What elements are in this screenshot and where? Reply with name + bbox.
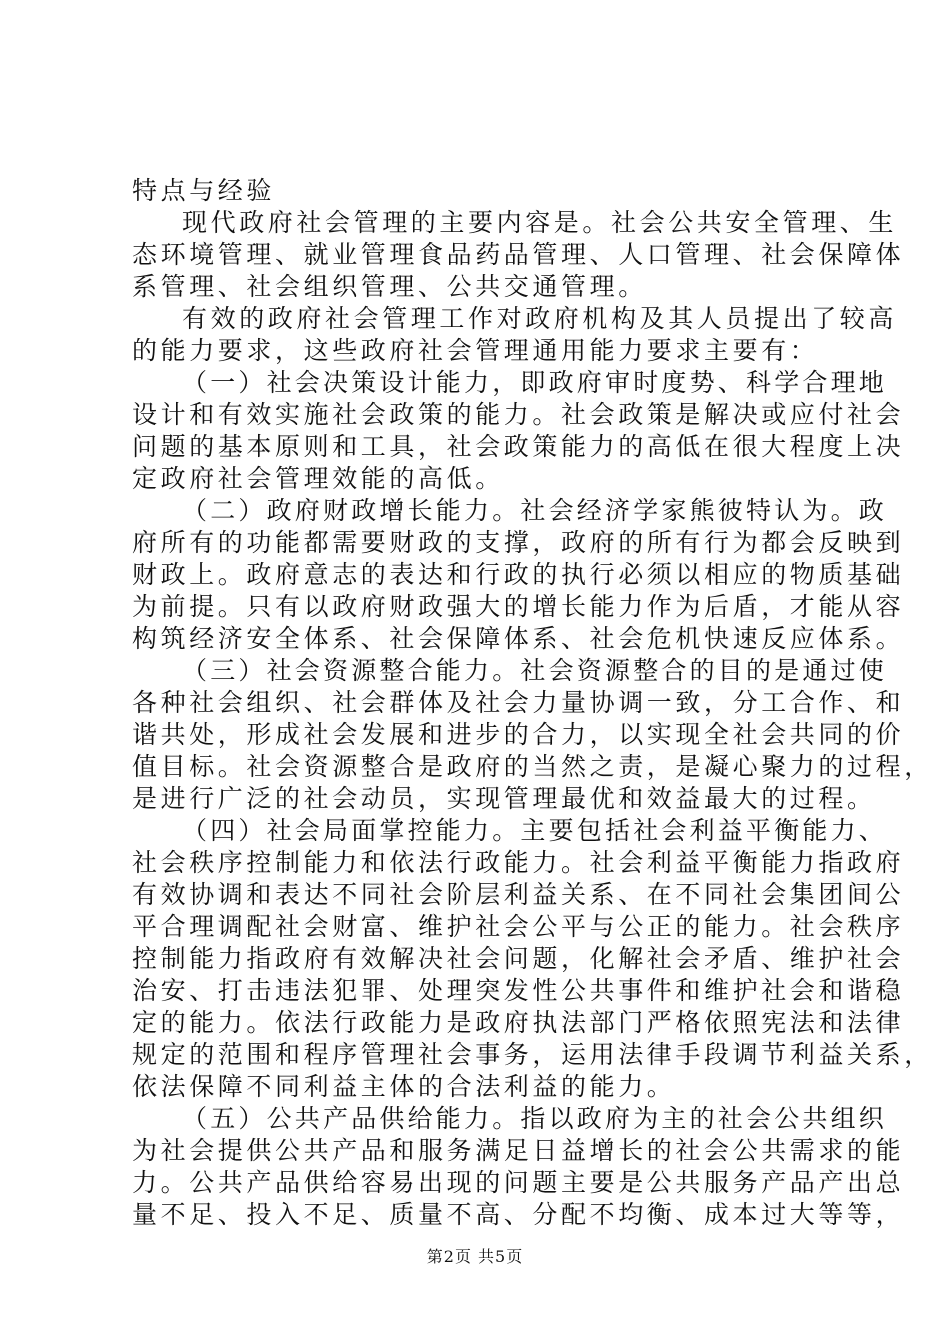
paragraph-line: （一）社会决策设计能力，即政府审时度势、科学合理地 [182,368,888,397]
page-number-footer: 第2页 共5页 [426,1247,524,1266]
paragraph-line: 设计和有效实施社会政策的能力。社会政策是解决或应付社会 [132,400,905,429]
paragraph-line: 规定的范围和程序管理社会事务，运用法律手段调节利益关系， [132,1040,933,1069]
paragraph-line: 态环境管理、就业管理食品药品管理、人口管理、社会保障体 [132,240,905,269]
paragraph-line: （二）政府财政增长能力。社会经济学家熊彼特认为。政 [182,496,888,525]
paragraph-line: （四）社会局面掌控能力。主要包括社会利益平衡能力、 [182,816,888,845]
paragraph-line: 问题的基本原则和工具，社会政策能力的高低在很大程度上决 [132,432,905,461]
paragraph-line: 各种社会组织、社会群体及社会力量协调一致，分工合作、和 [132,688,905,717]
paragraph-line: 财政上。政府意志的表达和行政的执行必须以相应的物质基础 [132,560,905,589]
paragraph-line: 府所有的功能都需要财政的支撑，政府的所有行为都会反映到 [132,528,905,557]
paragraph-line: 有效的政府社会管理工作对政府机构及其人员提出了较高 [182,304,898,333]
paragraph-line: （三）社会资源整合能力。社会资源整合的目的是通过使 [182,656,888,685]
paragraph-line: 定政府社会管理效能的高低。 [132,464,504,493]
paragraph-line: 的能力要求，这些政府社会管理通用能力要求主要有： [132,336,819,365]
paragraph-line: 平合理调配社会财富、维护社会公平与公正的能力。社会秩序 [132,912,905,941]
paragraph-line: 定的能力。依法行政能力是政府执法部门严格依照宪法和法律 [132,1008,905,1037]
paragraph-line: 为前提。只有以政府财政强大的增长能力作为后盾，才能从容 [132,592,905,621]
paragraph-line: 值目标。社会资源整合是政府的当然之责，是凝心聚力的过程， [132,752,933,781]
paragraph-line: 依法保障不同利益主体的合法利益的能力。 [132,1072,676,1101]
paragraph-line: 现代政府社会管理的主要内容是。社会公共安全管理、生 [182,208,898,237]
section-heading: 特点与经验 [132,176,276,205]
paragraph-line: 谐共处，形成社会发展和进步的合力，以实现全社会共同的价 [132,720,905,749]
paragraph-line: 系管理、社会组织管理、公共交通管理。 [132,272,647,301]
paragraph-line: 有效协调和表达不同社会阶层利益关系、在不同社会集团间公 [132,880,905,909]
paragraph-line: 社会秩序控制能力和依法行政能力。社会利益平衡能力指政府 [132,848,905,877]
paragraph-line: 量不足、投入不足、质量不高、分配不均衡、成本过大等等， [132,1200,905,1229]
paragraph-line: 是进行广泛的社会动员，实现管理最优和效益最大的过程。 [132,784,876,813]
paragraph-line: 控制能力指政府有效解决社会问题，化解社会矛盾、维护社会 [132,944,905,973]
paragraph-line: 构筑经济安全体系、社会保障体系、社会危机快速反应体系。 [132,624,905,653]
paragraph-line: （五）公共产品供给能力。指以政府为主的社会公共组织 [182,1104,888,1133]
paragraph-line: 治安、打击违法犯罪、处理突发性公共事件和维护社会和谐稳 [132,976,905,1005]
paragraph-line: 力。公共产品供给容易出现的问题主要是公共服务产品产出总 [132,1168,905,1197]
paragraph-line: 为社会提供公共产品和服务满足日益增长的社会公共需求的能 [132,1136,905,1165]
